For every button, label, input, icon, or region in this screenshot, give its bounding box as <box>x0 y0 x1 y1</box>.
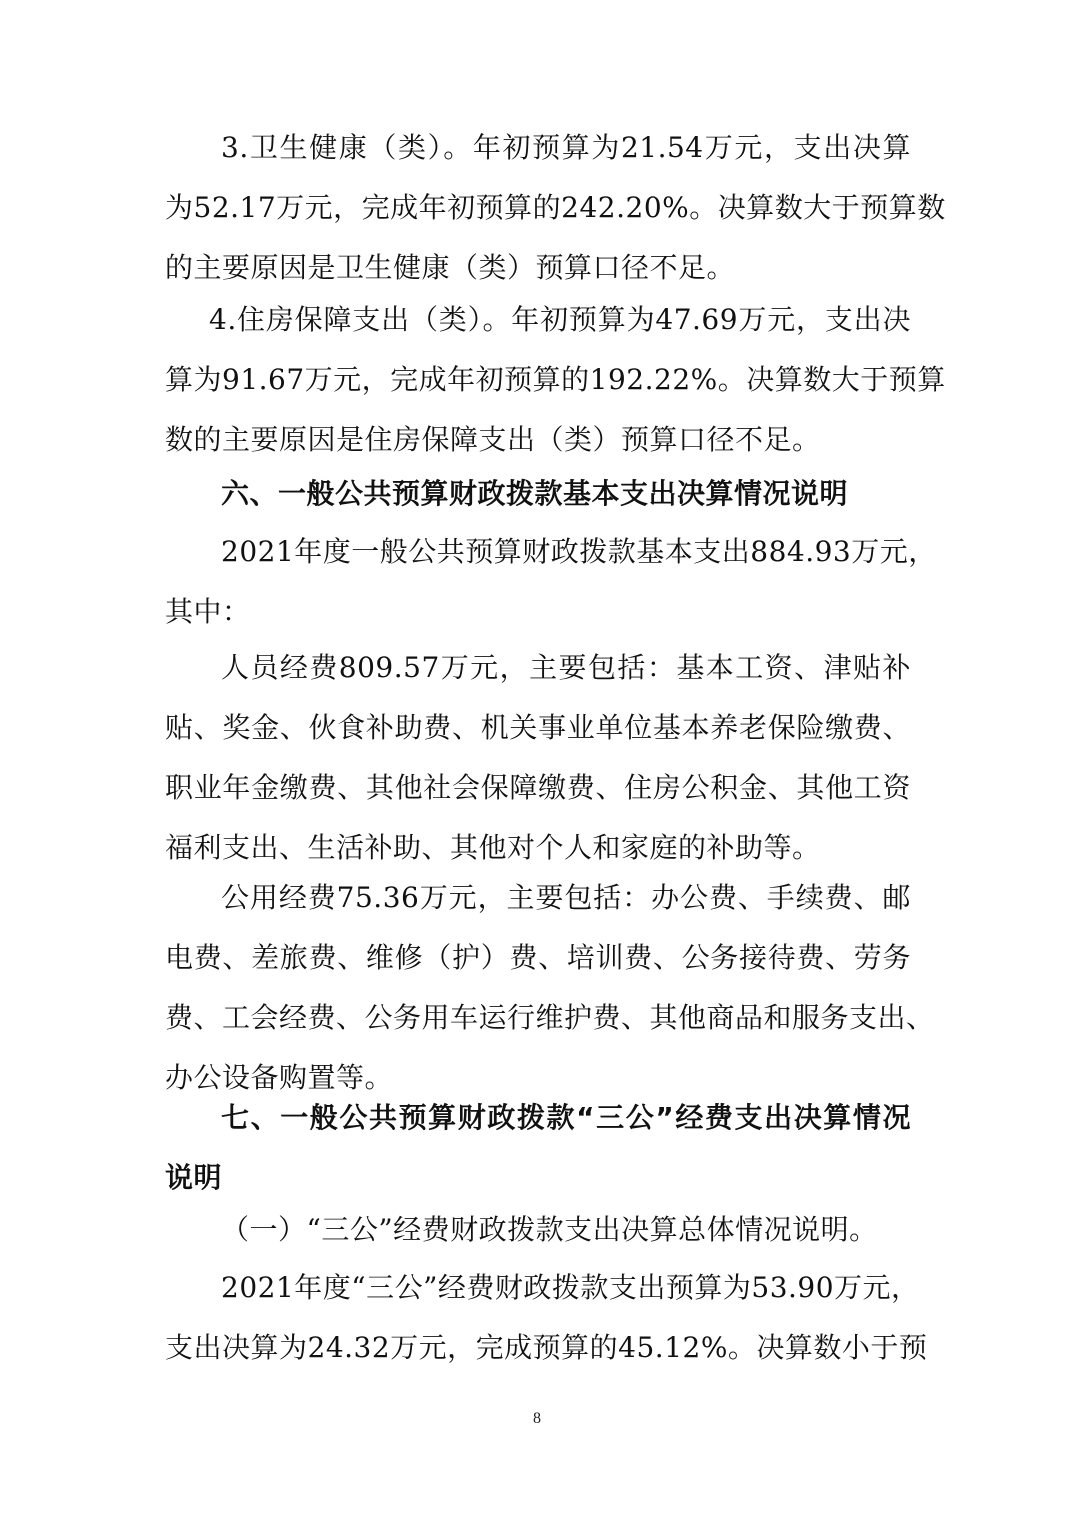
text-line: 贴、奖金、伙食补助费、机关事业单位基本养老保险缴费、 <box>165 711 911 744</box>
text-line: 办公设备购置等。 <box>165 1061 394 1094</box>
page-number: 8 <box>533 1410 541 1427</box>
text-line: 职业年金缴费、其他社会保障缴费、住房公积金、其他工资 <box>165 771 911 804</box>
text-line: 公用经费75.36万元，主要包括：办公费、手续费、邮 <box>221 881 911 914</box>
text-line: 数的主要原因是住房保障支出（类）预算口径不足。 <box>165 423 821 456</box>
heading-line: 六、一般公共预算财政拨款基本支出决算情况说明 <box>221 477 849 510</box>
text-line: 的主要原因是卫生健康（类）预算口径不足。 <box>165 251 736 284</box>
text-line: 算为91.67万元，完成年初预算的192.22%。决算数大于预算 <box>165 363 946 396</box>
paragraph-three-public <box>165 1258 928 1378</box>
section-heading-seven <box>165 1088 911 1208</box>
paragraph-basic-total <box>165 522 937 642</box>
subheading-one <box>165 1200 911 1260</box>
section-heading-six <box>165 464 911 524</box>
text-line: 4.住房保障支出（类）。年初预算为47.69万元，支出决 <box>209 303 911 336</box>
text-line: 为52.17万元，完成年初预算的242.20%。决算数大于预算数 <box>165 191 946 224</box>
paragraph-health <box>165 118 946 298</box>
text-line: 电费、差旅费、维修（护）费、培训费、公务接待费、劳务 <box>165 941 911 974</box>
text-line: 人员经费809.57万元，主要包括：基本工资、津贴补 <box>221 651 911 684</box>
text-line: 3.卫生健康（类）。年初预算为21.54万元，支出决算 <box>221 131 911 164</box>
paragraph-personnel <box>165 638 911 878</box>
text-line: 2021年度“三公”经费财政拨款支出预算为53.90万元， <box>221 1271 920 1304</box>
text-line: 支出决算为24.32万元，完成预算的45.12%。决算数小于预 <box>165 1331 928 1364</box>
text-line: 2021年度一般公共预算财政拨款基本支出884.93万元， <box>221 535 937 568</box>
heading-line: 说明 <box>165 1161 223 1194</box>
text-line: 福利支出、生活补助、其他对个人和家庭的补助等。 <box>165 831 821 864</box>
text-line: 费、工会经费、公务用车运行维护费、其他商品和服务支出、 <box>165 1001 935 1034</box>
paragraph-public <box>165 868 935 1108</box>
text-line: 其中： <box>165 595 251 628</box>
text-line: （一）“三公”经费财政拨款支出决算总体情况说明。 <box>221 1213 878 1246</box>
heading-line: 七、一般公共预算财政拨款“三公”经费支出决算情况 <box>221 1101 911 1134</box>
paragraph-housing <box>165 290 946 470</box>
